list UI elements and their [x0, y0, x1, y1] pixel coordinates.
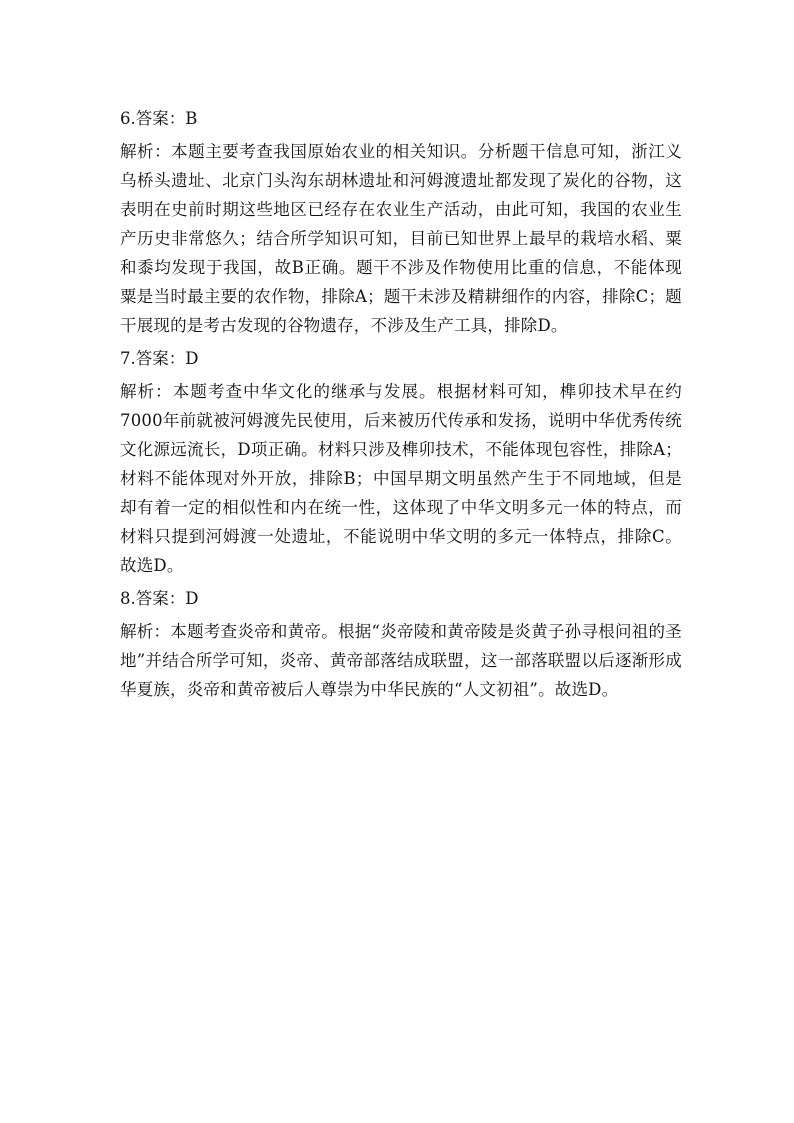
question-6-block [120, 104, 682, 340]
question-7-answer: 7.答案：D [120, 349, 199, 368]
question-8-block [120, 584, 682, 704]
question-6-analysis: 解析：本题主要考查我国原始农业的相关知识。分析题干信息可知，浙江义乌桥头遗址、北京门头沟东胡林遗址和河姆渡遗址都发现了炭化的谷物，这表明在史前时期这些地区已经存在农业生产活动，由此可知，我国的农业生产历史非常悠久；结合所学知识可知，目前已知世界上最早的栽培水稻、粟和黍均发现于我国，故B正确。题干不涉及作物使用比重的信息，不能体现粟是当时最主要的农作物，排除A；题干未涉及精耕细作的内容，排除C；题干展现的是考古发现的谷物遗存，不涉及生产工具，排除D。 [120, 142, 682, 335]
question-6-answer: 6.答案：B [120, 109, 198, 128]
question-7-analysis: 解析：本题考查中华文化的继承与发展。根据材料可知，榫卯技术早在约7000年前就被河姆渡先民使用，后来被历代传承和发扬，说明中华优秀传统文化源远流长，D项正确。材料只涉及榫卯技术，不能体现包容性，排除A；材料不能体现对外开放，排除B；中国早期文明虽然产生于不同地域，但是却有着一定的相似性和内在统一性，这体现了中华文明多元一体的特点，而材料只提到河姆渡一处遗址，不能说明中华文明的多元一体特点，排除C。故选D。 [120, 382, 682, 575]
question-8-analysis: 解析：本题考查炎帝和黄帝。根据“炎帝陵和黄帝陵是炎黄子孙寻根问祖的圣地”并结合所学可知，炎帝、黄帝部落结成联盟，这一部落联盟以后逐渐形成华夏族，炎帝和黄帝被后人尊崇为中华民族的“人文初祖”。故选D。 [120, 622, 682, 699]
question-8-answer: 8.答案：D [120, 589, 199, 608]
answer-analysis-content [120, 104, 682, 708]
question-7-block [120, 344, 682, 580]
